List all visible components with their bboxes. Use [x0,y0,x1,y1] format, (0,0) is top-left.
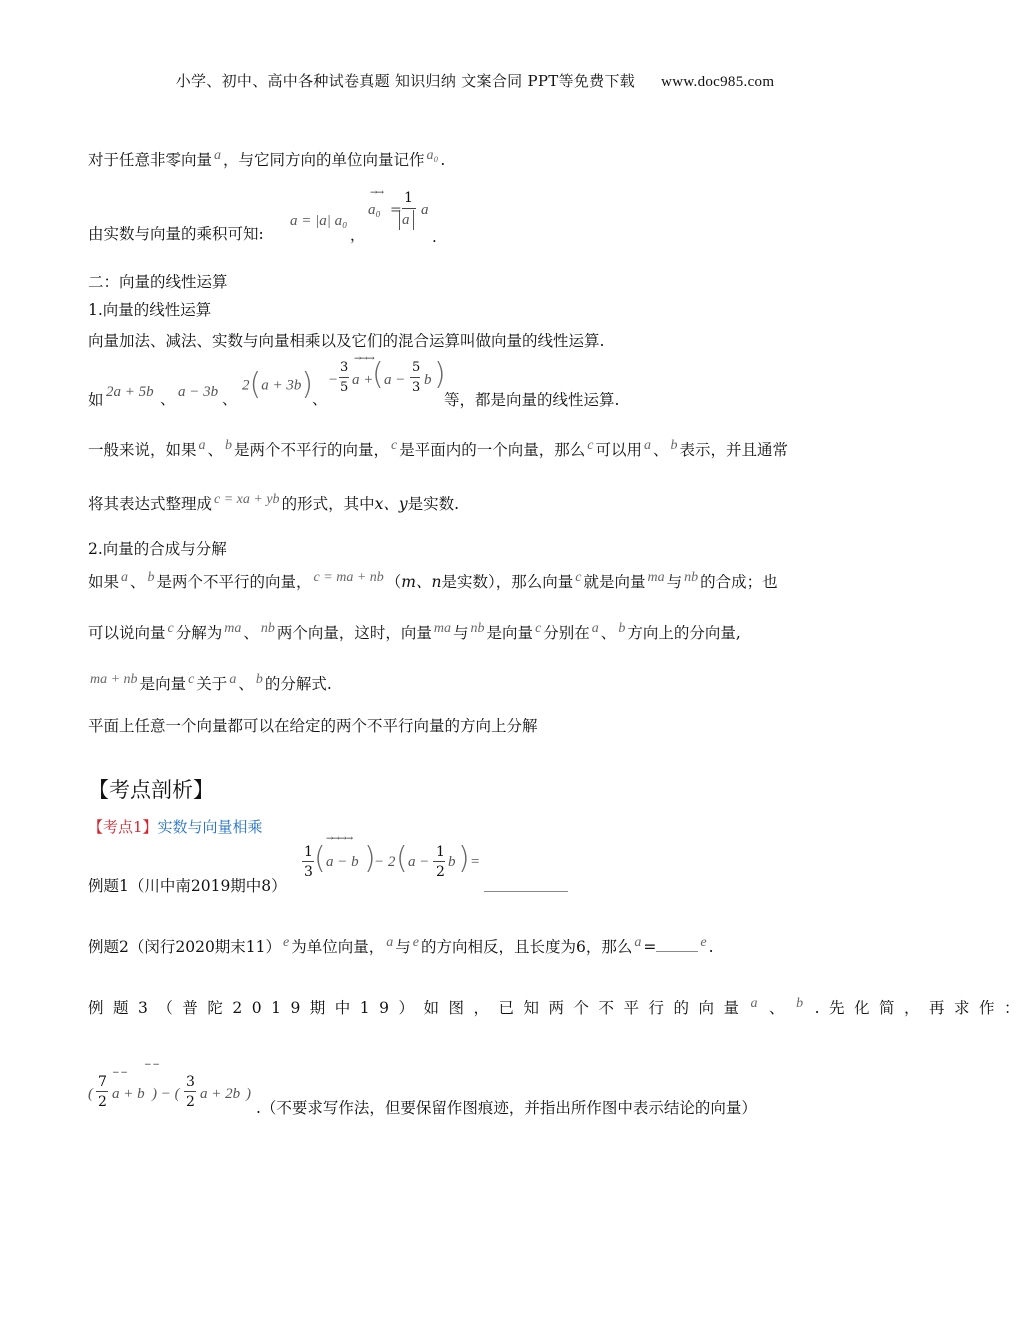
composition-line1: 如果 a 、 b 是两个不平行的向量， c = ma + nb （m、n是实数），那么向量 c 就是向量 ma 与 nb 的合成；也 [88,570,778,591]
linear-op-definition: 向量加法、减法、实数与向量相乘以及它们的混合运算叫做向量的线性运算. [88,332,605,350]
example-3: 例题3（普陀2019期中19）如图，已知两个不平行的向量 a 、 b .先化简，再求作： [88,996,1029,1017]
section-title-linear: 二：向量的线性运算 [88,273,228,291]
example-2: 例题2（闵行2020期末11） e 为单位向量， a 与 e 的方向相反，且长度为6，那么 a = e . [88,935,714,956]
answer-blank-1[interactable] [484,891,568,892]
arrow-mark: →→ [370,188,384,198]
section-heading: 【考点剖析】 [88,778,214,802]
linear-op-examples: 如 [88,391,104,409]
subsection-1: 1.向量的线性运算 [88,301,212,319]
expr-cxy: c = xa + yb [214,492,280,507]
example-3-expr: − − − − ( 7 2 a + b ) − ( 3 2 a + 2b ) [88,1060,251,1110]
paragraph-general: 一般来说，如果 a 、 b 是两个不平行的向量， c 是平面内的一个向量，那么 c 可以用 a 、 b 表示，并且通常 [88,438,789,459]
answer-blank-2[interactable] [656,951,698,952]
example-1-expr: →→→→ 1 3 ( a − b ) − 2 ( a − 1 2 b ) = [304,834,481,880]
expr-frac: →→→ − 3 5 a + ( a − 5 3 b ) [328,354,446,395]
comma: ， [350,226,366,244]
subsection-2: 2.向量的合成与分解 [88,540,227,558]
composition-line2: 可以说向量 c 分解为 ma 、 nb 两个向量，这时，向量 ma 与 nb 是向量 c 分别在 a 、 b 方向上的分向量, [88,621,741,642]
expr-2a5b: 2a + 5b [106,384,154,400]
decomposition-summary: 平面上任意一个向量都可以在给定的两个不平行向量的方向上分解 [88,717,538,735]
expr-2a3b: 2(a + 3b) [242,367,314,402]
kaodian-tag: 【考点1】实数与向量相乘 [88,818,263,836]
formula-a-eq: a = |a| a₀ [290,213,348,229]
page-header [0,70,950,91]
header-site: www.doc985.com [661,74,775,90]
composition-line3: ma + nb 是向量 c 关于 a 、 b 的分解式. [90,672,332,693]
paragraph-product: 由实数与向量的乘积可知: [88,225,264,243]
paragraph-unit-vector: 对于任意非零向量 a ，与它同方向的单位向量记作 a₀ . [88,148,446,169]
vector-a: a [214,148,222,163]
example-3-note: .（不要求写作法，但要保留作图痕迹，并指出所作图中表示结论的向量） [256,1099,757,1117]
expr-a3b: a − 3b [178,384,219,400]
example-1: 例题1（川中南2019期中8） [88,877,287,895]
paragraph-general-line2: 将其表达式整理成 c = xa + yb 的形式，其中x、y是实数. [88,492,460,513]
vector-a0: a₀ [426,148,439,163]
header-title: 小学、初中、高中各种试卷真题 知识归纳 文案合同 PPT等免费下载 [175,72,636,90]
formula-a0: →→ a₀ = 1 a a [368,188,429,228]
